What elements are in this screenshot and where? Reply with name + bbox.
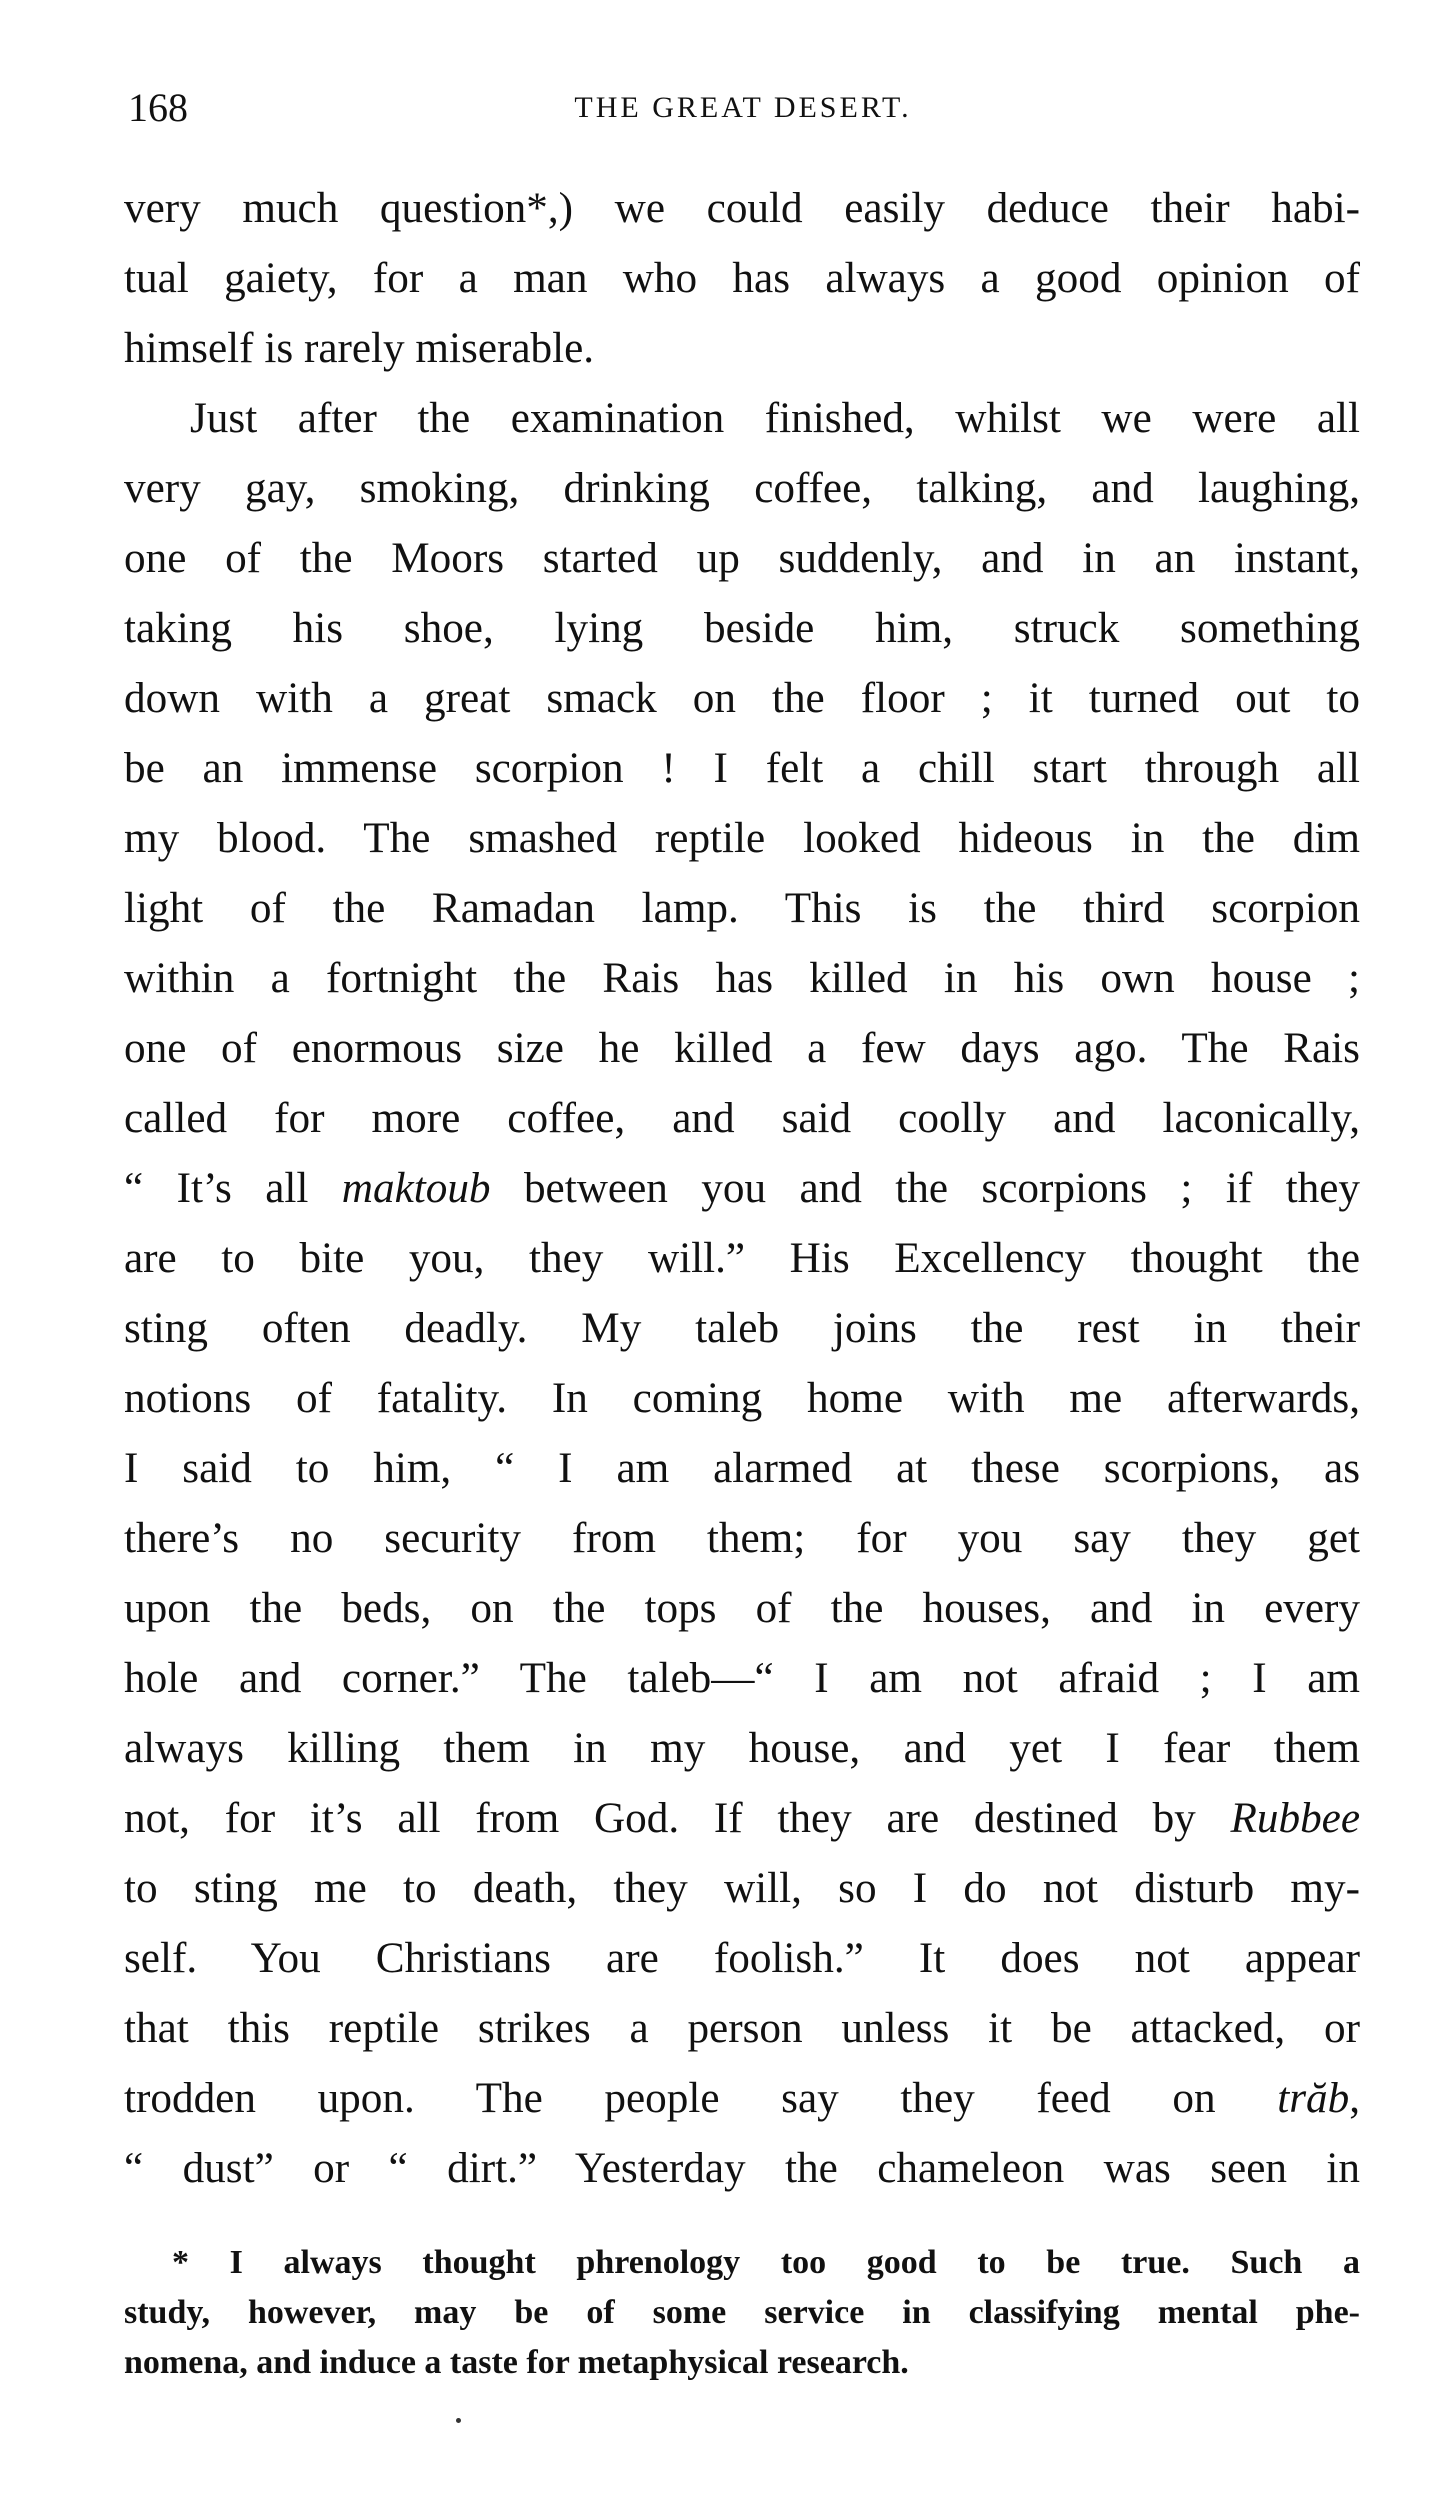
text-line: himself is rarely miserable. [124, 325, 595, 372]
footnote-line: nomena, and induce a taste for metaphysical research. [124, 2344, 909, 2381]
page-number: 168 [128, 85, 188, 130]
text-line: “ dust” or “ dirt.” Yesterday the chameleon was seen in [124, 2145, 1360, 2192]
text-line: very much question*,) we could easily deduce their habi- [124, 185, 1360, 232]
text-line-italic-maktoub: “ It’s all maktoub between you and the scorpions ; if they [124, 1165, 1360, 1212]
text-line: taking his shoe, lying beside him, struck something [124, 605, 1360, 652]
text-line: always killing them in my house, and yet I fear them [124, 1725, 1360, 1772]
text-line: there’s no security from them; for you say they get [124, 1515, 1360, 1562]
italic-word: Rubbee [1230, 1795, 1360, 1842]
text-line: sting often deadly. My taleb joins the rest in their [124, 1305, 1360, 1352]
text-line: self. You Christians are foolish.” It does not appear [124, 1935, 1360, 1982]
italic-word: maktoub [341, 1165, 491, 1212]
footnote-line: * I always thought phrenology too good to be true. Such a [172, 2244, 1360, 2281]
text-line-italic-rubbee: not, for it’s all from God. If they are destined by Rubbee [124, 1795, 1360, 1842]
text-line: are to bite you, they will.” His Excellency thought the [124, 1235, 1360, 1282]
text-line: notions of fatality. In coming home with me afterwards, [124, 1375, 1360, 1422]
text-line: upon the beds, on the tops of the houses, and in every [124, 1585, 1360, 1632]
text-line: light of the Ramadan lamp. This is the third scorpion [124, 885, 1360, 932]
text-line: very gay, smoking, drinking coffee, talking, and laughing, [124, 465, 1360, 512]
paragraph-first-line: Just after the examination finished, whilst we were all [190, 395, 1360, 442]
text-line: to sting me to death, they will, so I do not disturb my- [124, 1865, 1360, 1912]
text-line: be an immense scorpion ! I felt a chill start through all [124, 745, 1360, 792]
italic-word: trăb [1277, 2075, 1350, 2122]
text-line: I said to him, “ I am alarmed at these scorpions, as [124, 1445, 1360, 1492]
footnote-line: study, however, may be of some service in classifying mental phe- [124, 2294, 1360, 2331]
text-line: hole and corner.” The taleb—“ I am not afraid ; I am [124, 1655, 1360, 1702]
text-line: one of enormous size he killed a few days ago. The Rais [124, 1025, 1360, 1072]
running-title: THE GREAT DESERT. [574, 91, 912, 124]
text-line-italic-trab: trodden upon. The people say they feed on trăb, [124, 2075, 1360, 2122]
print-speck [456, 2418, 461, 2423]
text-line: called for more coffee, and said coolly and laconically, [124, 1095, 1360, 1142]
text-line: my blood. The smashed reptile looked hideous in the dim [124, 815, 1360, 862]
text-line: tual gaiety, for a man who has always a good opinion of [124, 255, 1360, 302]
footnote [124, 2238, 1360, 2388]
text-line: that this reptile strikes a person unless it be attacked, or [124, 2005, 1360, 2052]
text-line: within a fortnight the Rais has killed in his own house ; [124, 955, 1360, 1002]
page-header [128, 78, 1358, 138]
body-text [124, 174, 1360, 2204]
text-line: down with a great smack on the floor ; it turned out to [124, 675, 1360, 722]
text-line: one of the Moors started up suddenly, and in an instant, [124, 535, 1360, 582]
